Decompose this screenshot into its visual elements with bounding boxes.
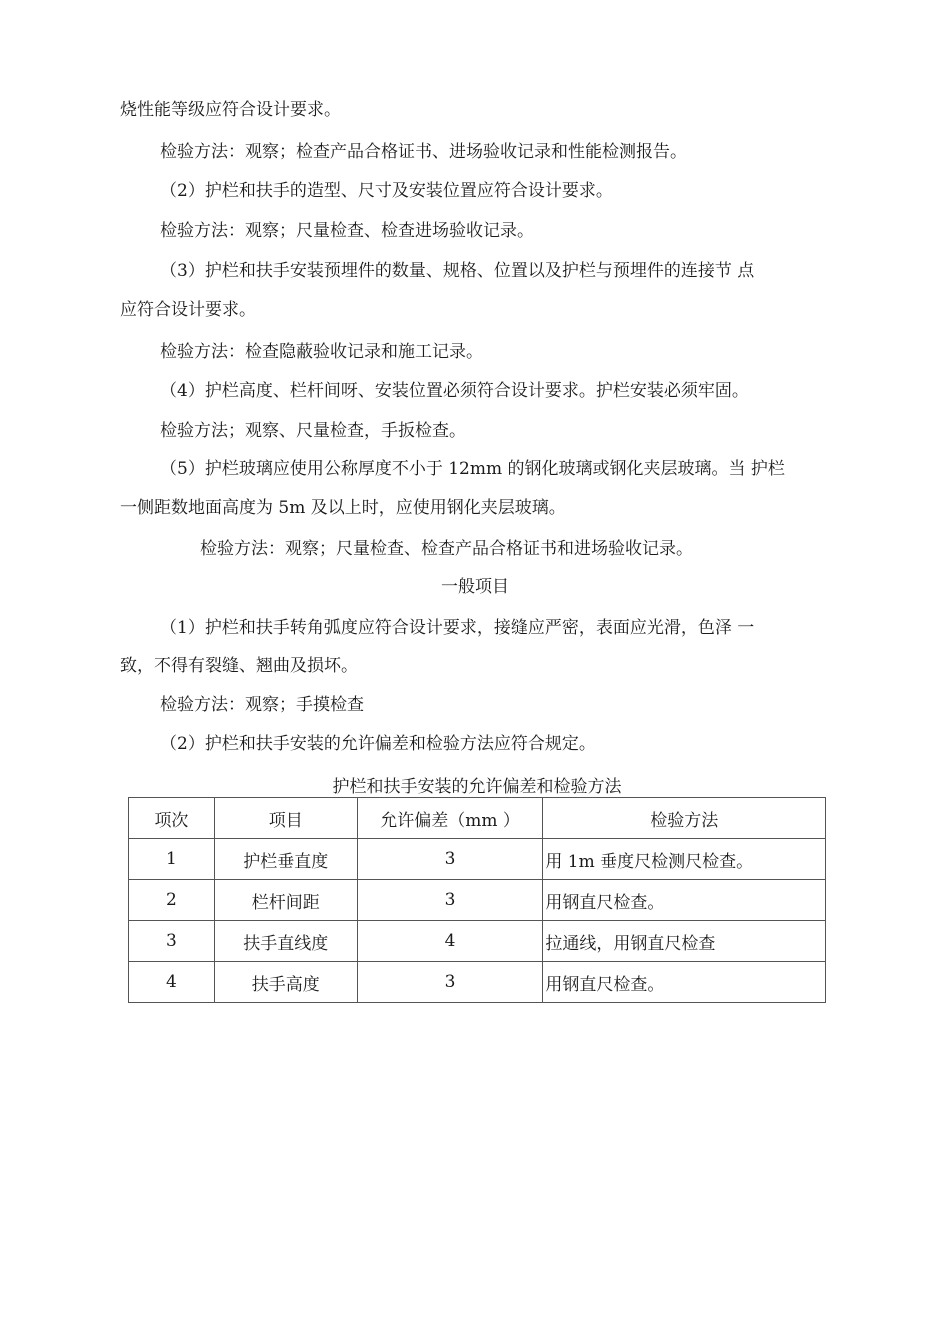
section-heading: 一般项目 — [441, 577, 509, 597]
table-row — [129, 839, 826, 880]
general-item-1: （1）护栏和扶手转角弧度应符合设计要求，接缝应严密，表面应光滑，色泽 一 — [160, 618, 755, 638]
column-header: 检验方法 — [543, 798, 826, 839]
table-cell: 4 — [129, 962, 215, 1003]
inspection-method: 检验方法；观察、尺量检查，手扳检查。 — [160, 421, 466, 441]
table-cell: 拉通线，用钢直尺检查 — [543, 921, 826, 962]
table-caption: 护栏和扶手安装的允许偏差和检验方法 — [332, 777, 622, 797]
column-header: 项目 — [214, 798, 357, 839]
table-cell: 3 — [357, 880, 543, 921]
table-cell: 4 — [357, 921, 543, 962]
column-header: 项次 — [129, 798, 215, 839]
requirement-item-3: （3）护栏和扶手安装预埋件的数量、规格、位置以及护栏与预埋件的连接节 点 — [160, 261, 755, 281]
general-item-2: （2）护栏和扶手安装的允许偏差和检验方法应符合规定。 — [160, 734, 596, 754]
paragraph-continuation: 烧性能等级应符合设计要求。 — [120, 100, 341, 120]
table-cell: 用 1m 垂度尺检测尺检查。 — [543, 839, 826, 880]
table-row — [129, 962, 826, 1003]
table-cell: 用钢直尺检查。 — [543, 880, 826, 921]
tolerance-table — [128, 797, 826, 1003]
table-header-row — [129, 798, 826, 839]
table-cell: 护栏垂直度 — [214, 839, 357, 880]
inspection-method: 检验方法：检查隐蔽验收记录和施工记录。 — [160, 342, 483, 362]
table-row — [129, 921, 826, 962]
inspection-method: 检验方法：观察；尺量检查、检查产品合格证书和进场验收记录。 — [200, 539, 693, 559]
table-row — [129, 880, 826, 921]
table-cell: 扶手直线度 — [214, 921, 357, 962]
requirement-item-2: （2）护栏和扶手的造型、尺寸及安装位置应符合设计要求。 — [160, 181, 613, 201]
table-cell: 3 — [357, 962, 543, 1003]
inspection-method: 检验方法：观察；检查产品合格证书、进场验收记录和性能检测报告。 — [160, 142, 687, 162]
general-item-1-continued: 致，不得有裂缝、翘曲及损坏。 — [120, 656, 358, 676]
table-cell: 栏杆间距 — [214, 880, 357, 921]
table-cell: 3 — [357, 839, 543, 880]
requirement-item-5-continued: 一侧距数地面高度为 5m 及以上时，应使用钢化夹层玻璃。 — [120, 498, 566, 518]
requirement-item-5: （5）护栏玻璃应使用公称厚度不小于 12mm 的钢化玻璃或钢化夹层玻璃。当 护栏 — [160, 459, 785, 479]
table-cell: 3 — [129, 921, 215, 962]
requirement-item-3-continued: 应符合设计要求。 — [120, 300, 256, 320]
table-cell: 2 — [129, 880, 215, 921]
requirement-item-4: （4）护栏高度、栏杆间呀、安装位置必须符合设计要求。护栏安装必须牢固。 — [160, 381, 749, 401]
inspection-method: 检验方法：观察；手摸检查 — [160, 695, 364, 715]
table-cell: 1 — [129, 839, 215, 880]
table-cell: 用钢直尺检查。 — [543, 962, 826, 1003]
inspection-method: 检验方法：观察；尺量检查、检查进场验收记录。 — [160, 221, 534, 241]
column-header: 允许偏差（mm ） — [357, 798, 543, 839]
table-cell: 扶手高度 — [214, 962, 357, 1003]
